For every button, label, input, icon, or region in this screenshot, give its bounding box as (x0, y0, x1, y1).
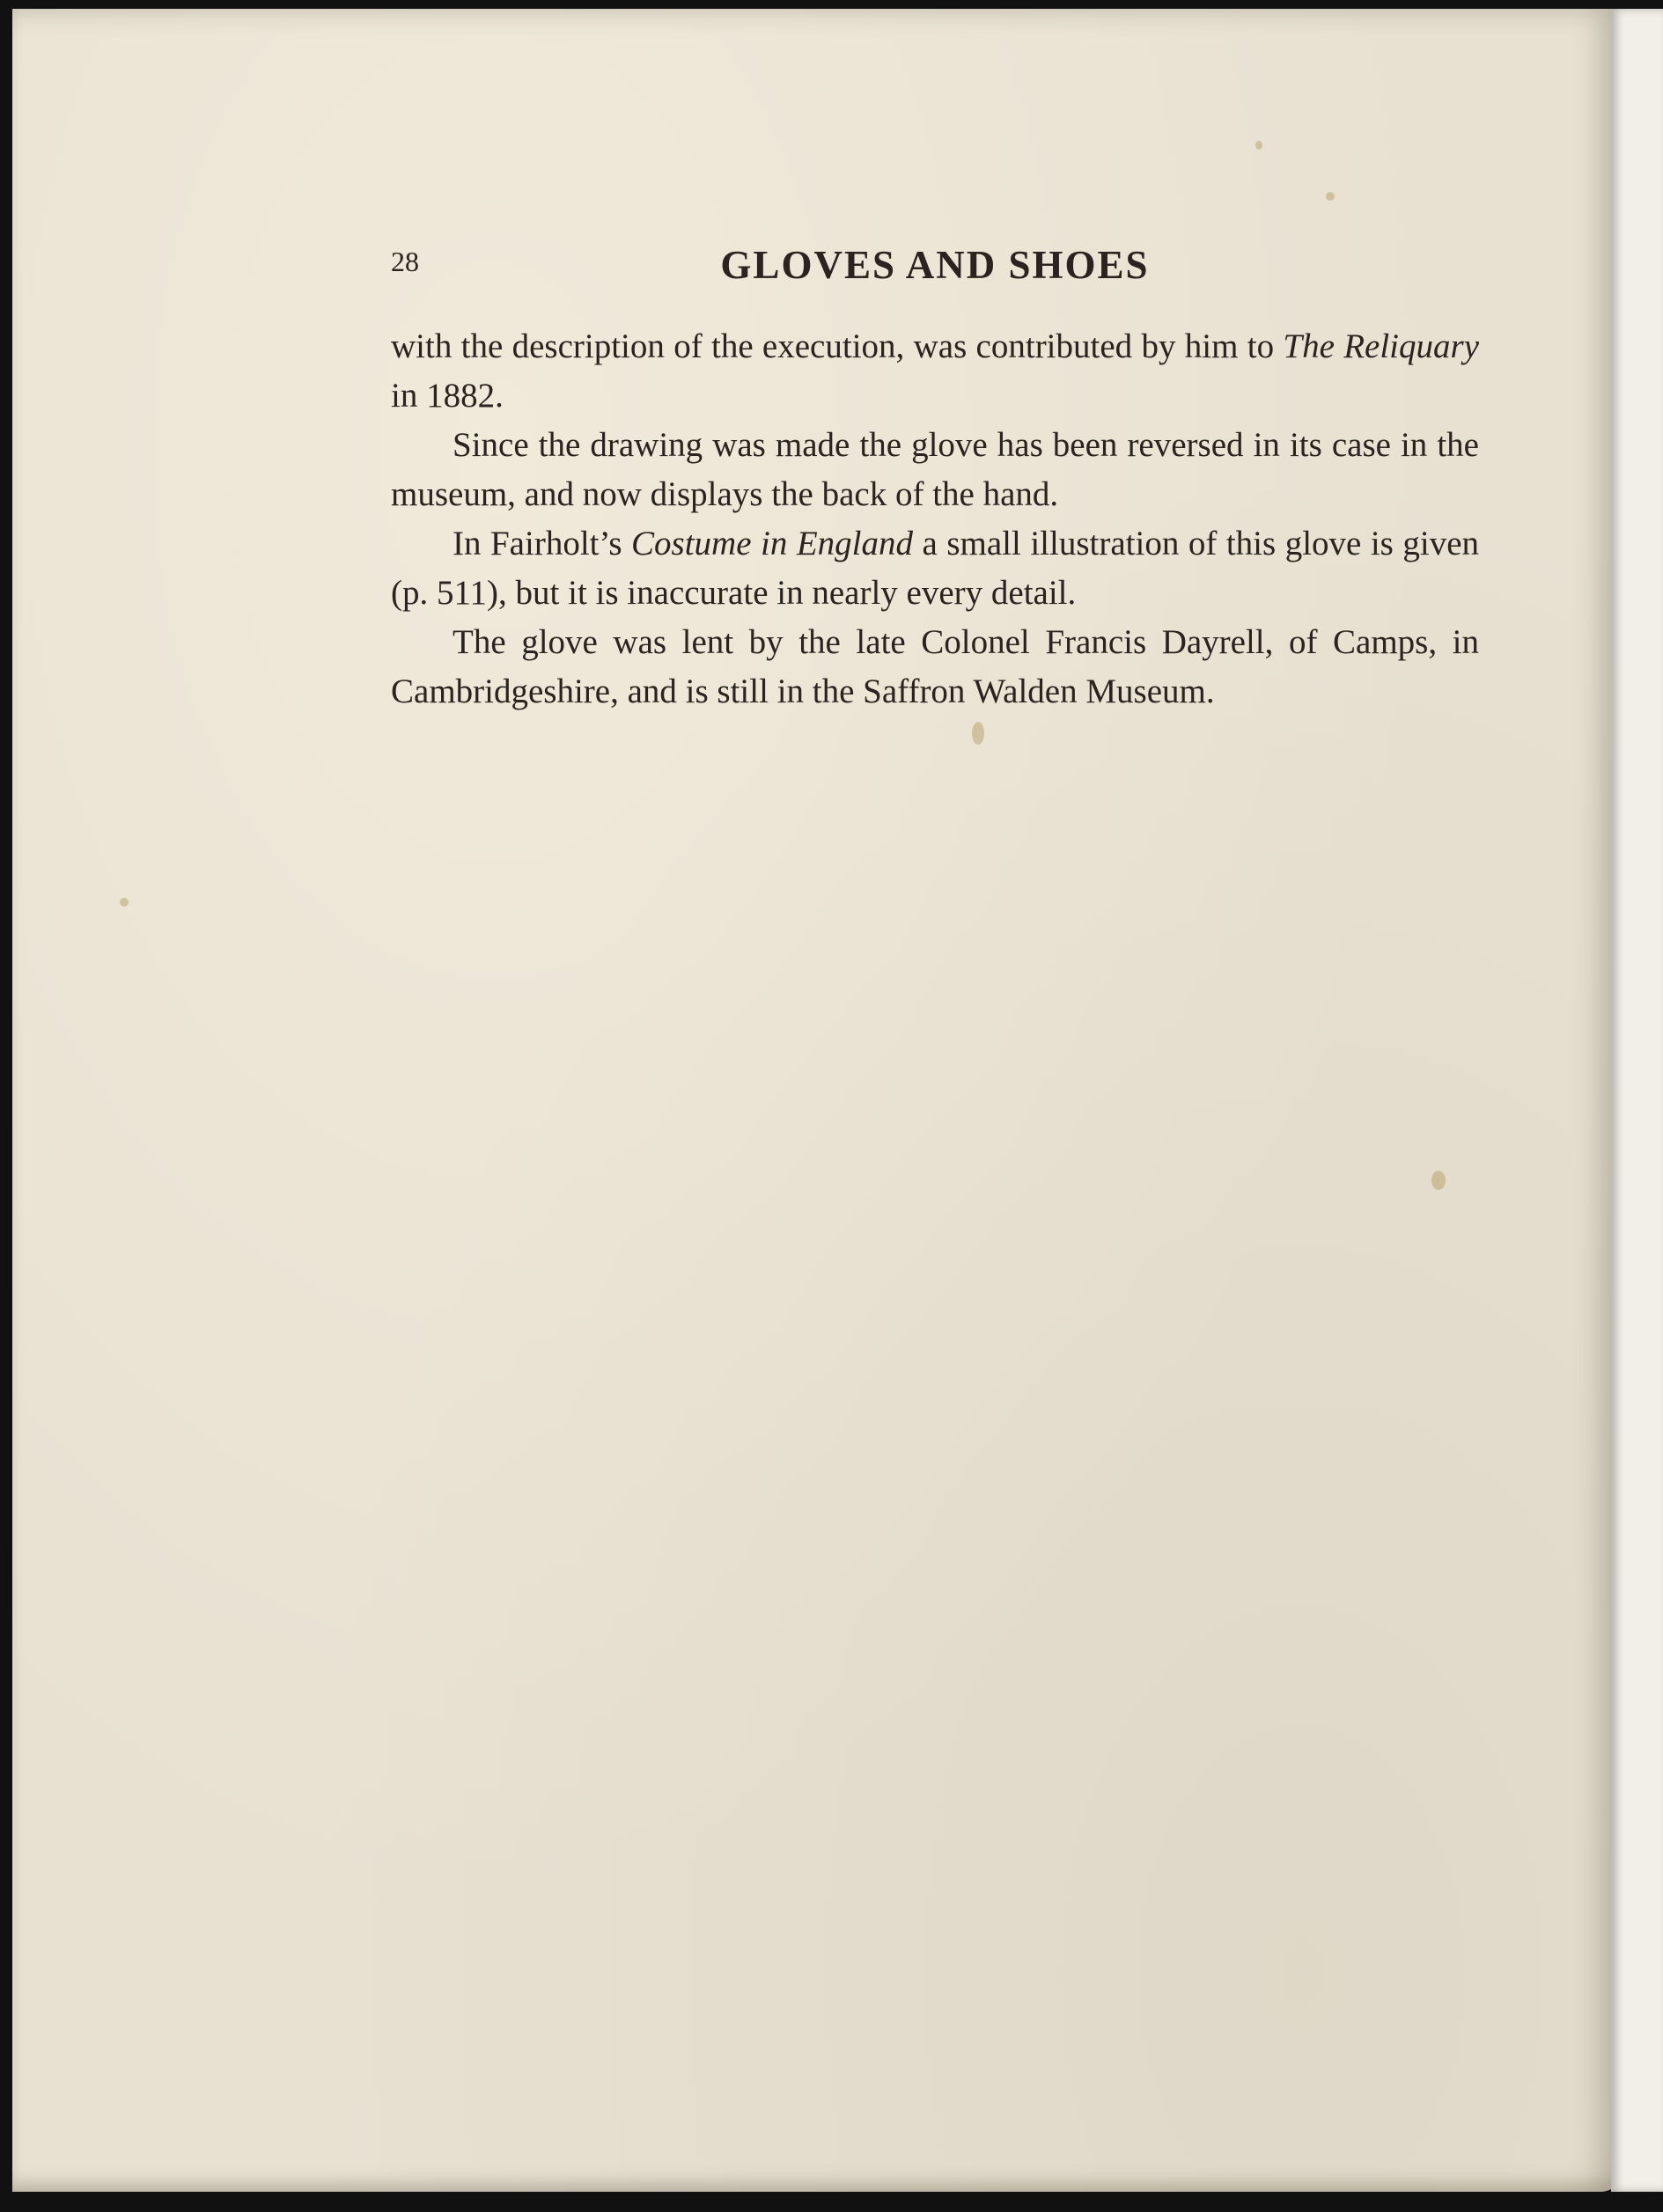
italic-title: The Reliquary (1283, 327, 1480, 365)
running-head: GLOVES AND SHOES (720, 243, 1150, 287)
book-page (12, 9, 1623, 2192)
text-run: Since the drawing was made the glove has been reversed in its case in the museum, and now displays the back of the hand. (391, 426, 1479, 513)
foxing-spot (972, 722, 984, 745)
page-number: 28 (391, 246, 419, 277)
text-run: In Fairholt’s (453, 525, 632, 562)
adjacent-page-edge (1611, 9, 1663, 2192)
foxing-spot (1255, 141, 1262, 150)
paragraph (391, 618, 1479, 717)
italic-title: Costume in England (631, 525, 914, 562)
body-text (391, 322, 1479, 717)
text-run: in 1882. (391, 377, 504, 415)
foxing-spot (1326, 192, 1335, 201)
paragraph (391, 421, 1479, 519)
text-run: The glove was lent by the late Colonel Francis Dayrell, of Camps, in Cambridgeshire, and is still in the Saffron Walden Museum. (391, 623, 1479, 710)
text-run: with the description of the execution, was contributed by him to (391, 327, 1284, 365)
text-run: a small illustration of this glove is given (p. 511), but it is inaccurate in nearly every detail. (391, 525, 1480, 612)
foxing-spot (120, 898, 129, 907)
paragraph (391, 519, 1479, 618)
foxing-spot (1431, 1171, 1446, 1190)
paragraph (391, 322, 1479, 421)
